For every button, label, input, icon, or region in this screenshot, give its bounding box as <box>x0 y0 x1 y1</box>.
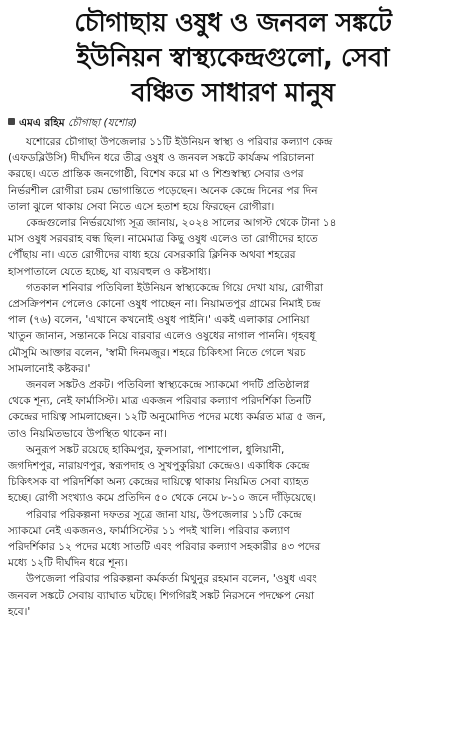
paragraph <box>8 442 458 507</box>
paragraph <box>8 280 458 377</box>
text-line: অনুরূপ সঙ্কট রয়েছে হাকিমপুর, ফুলসারা, পাশাপোল, ধুলিয়ানী, <box>26 443 285 456</box>
text-line: মৌসুমি আক্তার বলেন, 'স্বামী দিনমজুর। শহরে চিকিৎসা নিতে গেলে খরচ <box>8 346 306 359</box>
text-line: চিকিৎসক বা পরিদর্শিকা অন্য কেন্দ্রের দায়িত্বে থাকায় নিয়মিত সেবা ব্যাহত <box>8 476 309 489</box>
paragraph <box>8 134 458 215</box>
text-line: হাসপাতালে যেতে হচ্ছে, যা ব্যয়বহুল ও কষ্টসাধ্য। <box>8 265 211 278</box>
text-line: পৌঁছায় না। এতে রোগীদের বাধ্য হয়ে বেসরকারি ক্লিনিক অথবা শহরের <box>8 249 296 262</box>
text-line: (এফডব্লিউসি) দীর্ঘদিন ধরে তীব্র ওষুধ ও জনবল সঙ্কটে কার্যক্রম পরিচালনা <box>8 152 315 165</box>
text-line: উপজেলা পরিবার পরিকল্পনা কর্মকর্তা মিথুনুর রহমান বলেন, 'ওষুধ এবং <box>26 573 317 586</box>
text-line: পাল (৭৬) বলেন, 'এখানে কখনোই ওষুধ পাইনি।' একই এলাকার সোনিয়া <box>8 314 310 327</box>
text-line: মাস ওষুধ সরবরাহ বন্ধ ছিল। নামেমাত্র কিছু ওষুধ এলেও তা রোগীদের হাতে <box>8 233 318 246</box>
text-line: করছে। এতে প্রান্তিক জনগোষ্ঠী, বিশেষ করে মা ও শিশুস্বাস্থ্য সেবার ওপর <box>8 168 304 181</box>
text-line: প্রেসক্রিপশন পেলেও কোনো ওষুধ পাচ্ছেন না। নিয়ামতপুর গ্রামের নিমাই চন্দ্র <box>8 298 321 311</box>
text-line: কেন্দ্রের দায়িত্ব সামলাচ্ছেন। ১২টি অনুমোদিত পদের মধ্যে কর্মরত মাত্র ৫ জন, <box>8 411 326 424</box>
headline-line: বঞ্চিত সাধারণ মানুষ <box>131 78 335 108</box>
paragraph <box>8 507 458 572</box>
paragraph <box>8 377 458 442</box>
text-line: খাতুন জানান, সন্তানকে নিয়ে বারবার এলেও ওষুধের নাগাল পাননি। গৃহবধূ <box>8 330 316 343</box>
byline <box>8 115 458 132</box>
paragraph <box>8 571 458 620</box>
text-line: পরিবার পরিকল্পনা দফতর সূত্রে জানা যায়, উপজেলার ১১টি কেন্দ্রে <box>26 508 302 521</box>
paragraph <box>8 215 458 280</box>
square-bullet-icon <box>8 118 15 125</box>
text-line: কেন্দ্রগুলোর নির্ভরযোগ্য সূত্র জানায়, ২০২৪ সালের আগস্ট থেকে টানা ১৪ <box>26 217 337 230</box>
text-line: হচ্ছে। রোগী সংখ্যাও কমে প্রতিদিন ৫০ থেকে নেমে ৮-১০ জনে দাঁড়িয়েছে। <box>8 492 316 505</box>
text-line: থেকে শূন্য, নেই ফার্মাসিস্ট। মাত্র একজন পরিবার কল্যাণ পরিদর্শিকা তিনটি <box>8 395 312 408</box>
dateline-place: চৌগাছা (যশোর) <box>67 117 138 129</box>
text-line: গতকাল শনিবার পতিবিলা ইউনিয়ন স্বাস্থ্যকেন্দ্রে গিয়ে দেখা যায়, রোগীরা <box>26 281 324 294</box>
text-line: সামলানোই কষ্টকর।' <box>8 362 91 375</box>
article-body <box>8 134 458 620</box>
headline-line: চৌগাছায় ওষুধ ও জনবল সঙ্কটে <box>74 8 392 38</box>
text-line: তালা ঝুলে থাকায় সেবা নিতে এসে হতাশ হয়ে ফিরছেন রোগীরা। <box>8 200 275 213</box>
text-line: জনবল সঙ্কটে সেবায় ব্যাঘাত ঘটছে। শিগগিরই সঙ্কট নিরসনে পদক্ষেপ নেয়া <box>8 589 315 602</box>
reporter-name: এমএ রহিম <box>19 117 65 129</box>
text-line: পরিদর্শিকার ১২ পদের মধ্যে সাতটি এবং পরিবার কল্যাণ সহকারীর ৪৩ পদের <box>8 541 321 554</box>
text-line: হবে।' <box>8 605 31 618</box>
text-line: নির্ভরশীল রোগীরা চরম ভোগান্তিতে পড়েছেন। অনেক কেন্দ্রে দিনের পর দিন <box>8 184 318 197</box>
headline <box>8 6 458 111</box>
text-line: মধ্যে ১২টি দীর্ঘদিন ধরে শূন্য। <box>8 557 128 570</box>
text-line: তাও নিয়মিতভাবে উপস্থিত থাকেন না। <box>8 427 167 440</box>
text-line: যশোরের চৌগাছা উপজেলার ১১টি ইউনিয়ন স্বাস্থ্য ও পরিবার কল্যাণ কেন্দ্র <box>26 136 333 148</box>
text-line: জগদিশপুর, নারায়ণপুর, স্বরূপদাহ ও সুখপুকুরিয়া কেন্দ্রেও। একাধিক কেন্দ্রে <box>8 460 310 473</box>
text-line: জনবল সঙ্কটও প্রকট। পতিবিলা স্বাস্থ্যকেন্দ্রে স্যাকমো পদটি প্রতিষ্ঠালগ্ন <box>26 379 310 392</box>
headline-line: ইউনিয়ন স্বাস্থ্যকেন্দ্রগুলো, সেবা <box>76 43 390 73</box>
text-line: স্যাকমো নেই একজনও, ফার্মাসিস্টের ১১ পদই খালি। পরিবার কল্যাণ <box>8 524 290 537</box>
